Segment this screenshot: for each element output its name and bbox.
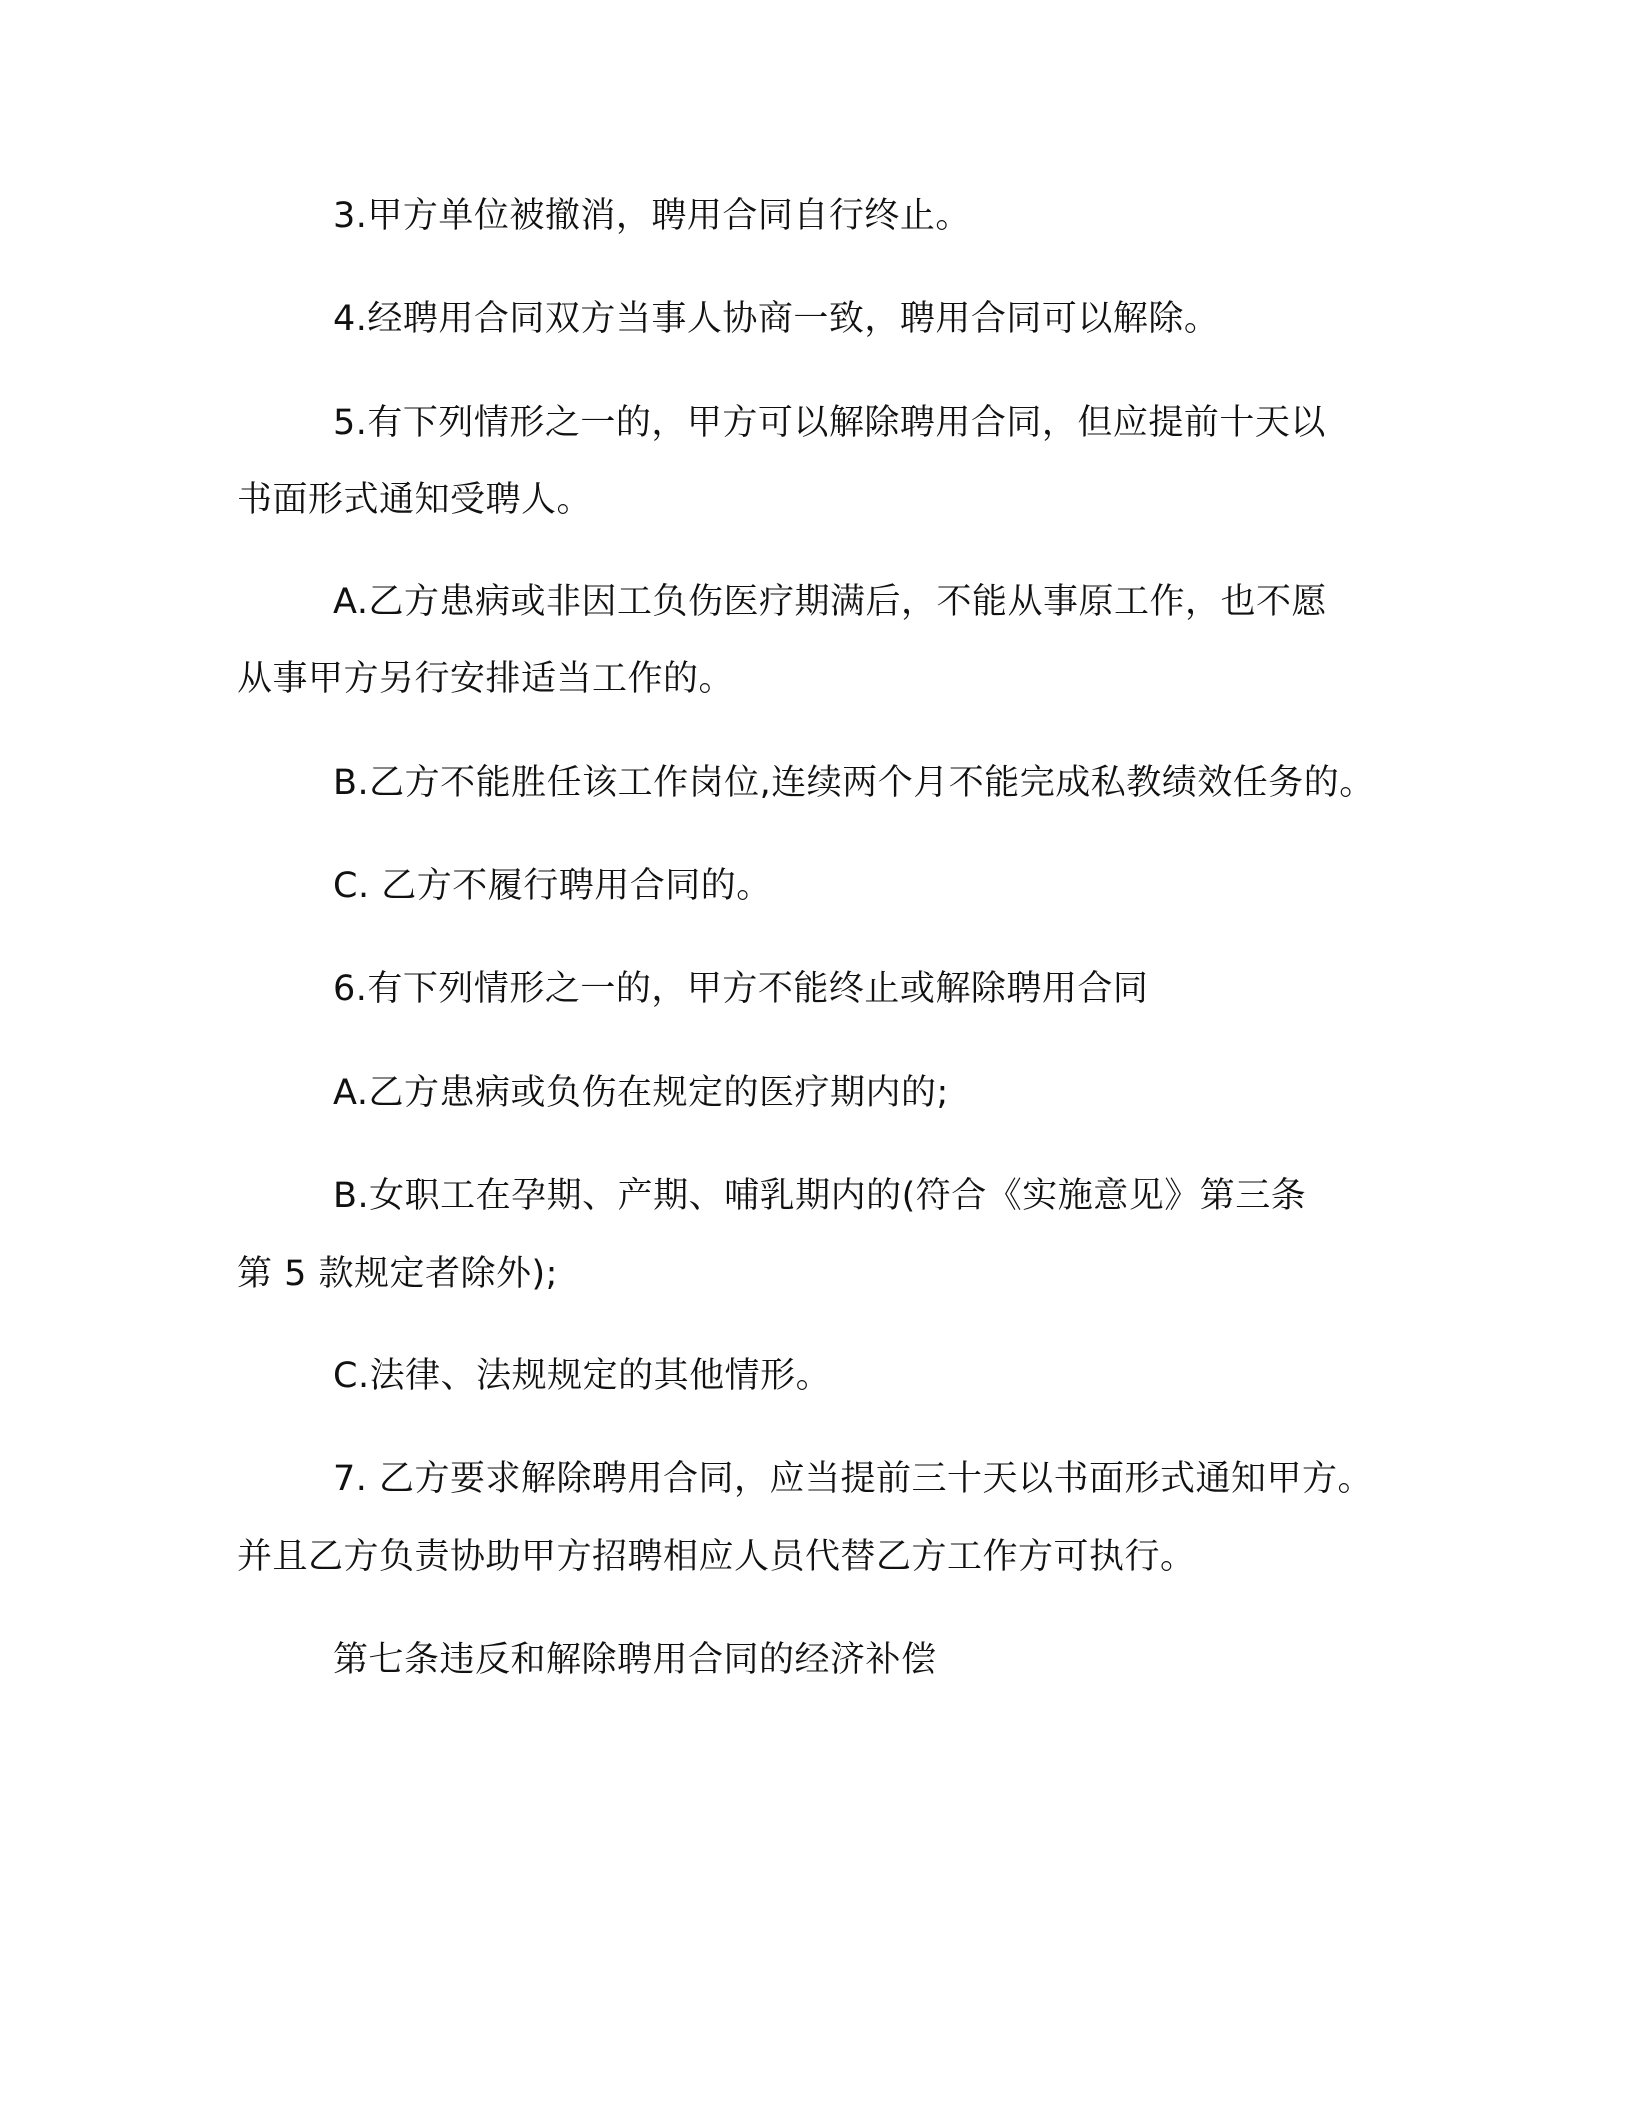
clause-5-line-2: 书面形式通知受聘人。 [237, 480, 593, 520]
clause-6b-line-1: B.女职工在孕期、产期、哺乳期内的(符合《实施意见》第三条 [333, 1176, 1307, 1216]
clause-6c: C.法律、法规规定的其他情形。 [333, 1356, 832, 1396]
clause-5a-line-1: A.乙方患病或非因工负伤医疗期满后，不能从事原工作，也不愿 [333, 582, 1327, 622]
clause-5a-line-2: 从事甲方另行安排适当工作的。 [237, 659, 735, 699]
clause-6b-line-2: 第 5 款规定者除外); [237, 1254, 558, 1294]
clause-5-line-1: 5.有下列情形之一的，甲方可以解除聘用合同，但应提前十天以 [333, 403, 1326, 443]
clause-6: 6.有下列情形之一的，甲方不能终止或解除聘用合同 [333, 969, 1149, 1009]
clause-4: 4.经聘用合同双方当事人协商一致，聘用合同可以解除。 [333, 299, 1220, 339]
clause-7-line-2: 并且乙方负责协助甲方招聘相应人员代替乙方工作方可执行。 [237, 1537, 1196, 1577]
clause-6a: A.乙方患病或负伤在规定的医疗期内的; [333, 1073, 949, 1113]
article-7-heading: 第七条违反和解除聘用合同的经济补偿 [333, 1640, 937, 1680]
clause-3: 3.甲方单位被撤消，聘用合同自行终止。 [333, 196, 971, 236]
clause-7-line-1: 7. 乙方要求解除聘用合同，应当提前三十天以书面形式通知甲方。 [333, 1459, 1374, 1499]
clause-5c: C. 乙方不履行聘用合同的。 [333, 866, 772, 906]
clause-5b: B.乙方不能胜任该工作岗位,连续两个月不能完成私教绩效任务的。 [333, 763, 1375, 803]
